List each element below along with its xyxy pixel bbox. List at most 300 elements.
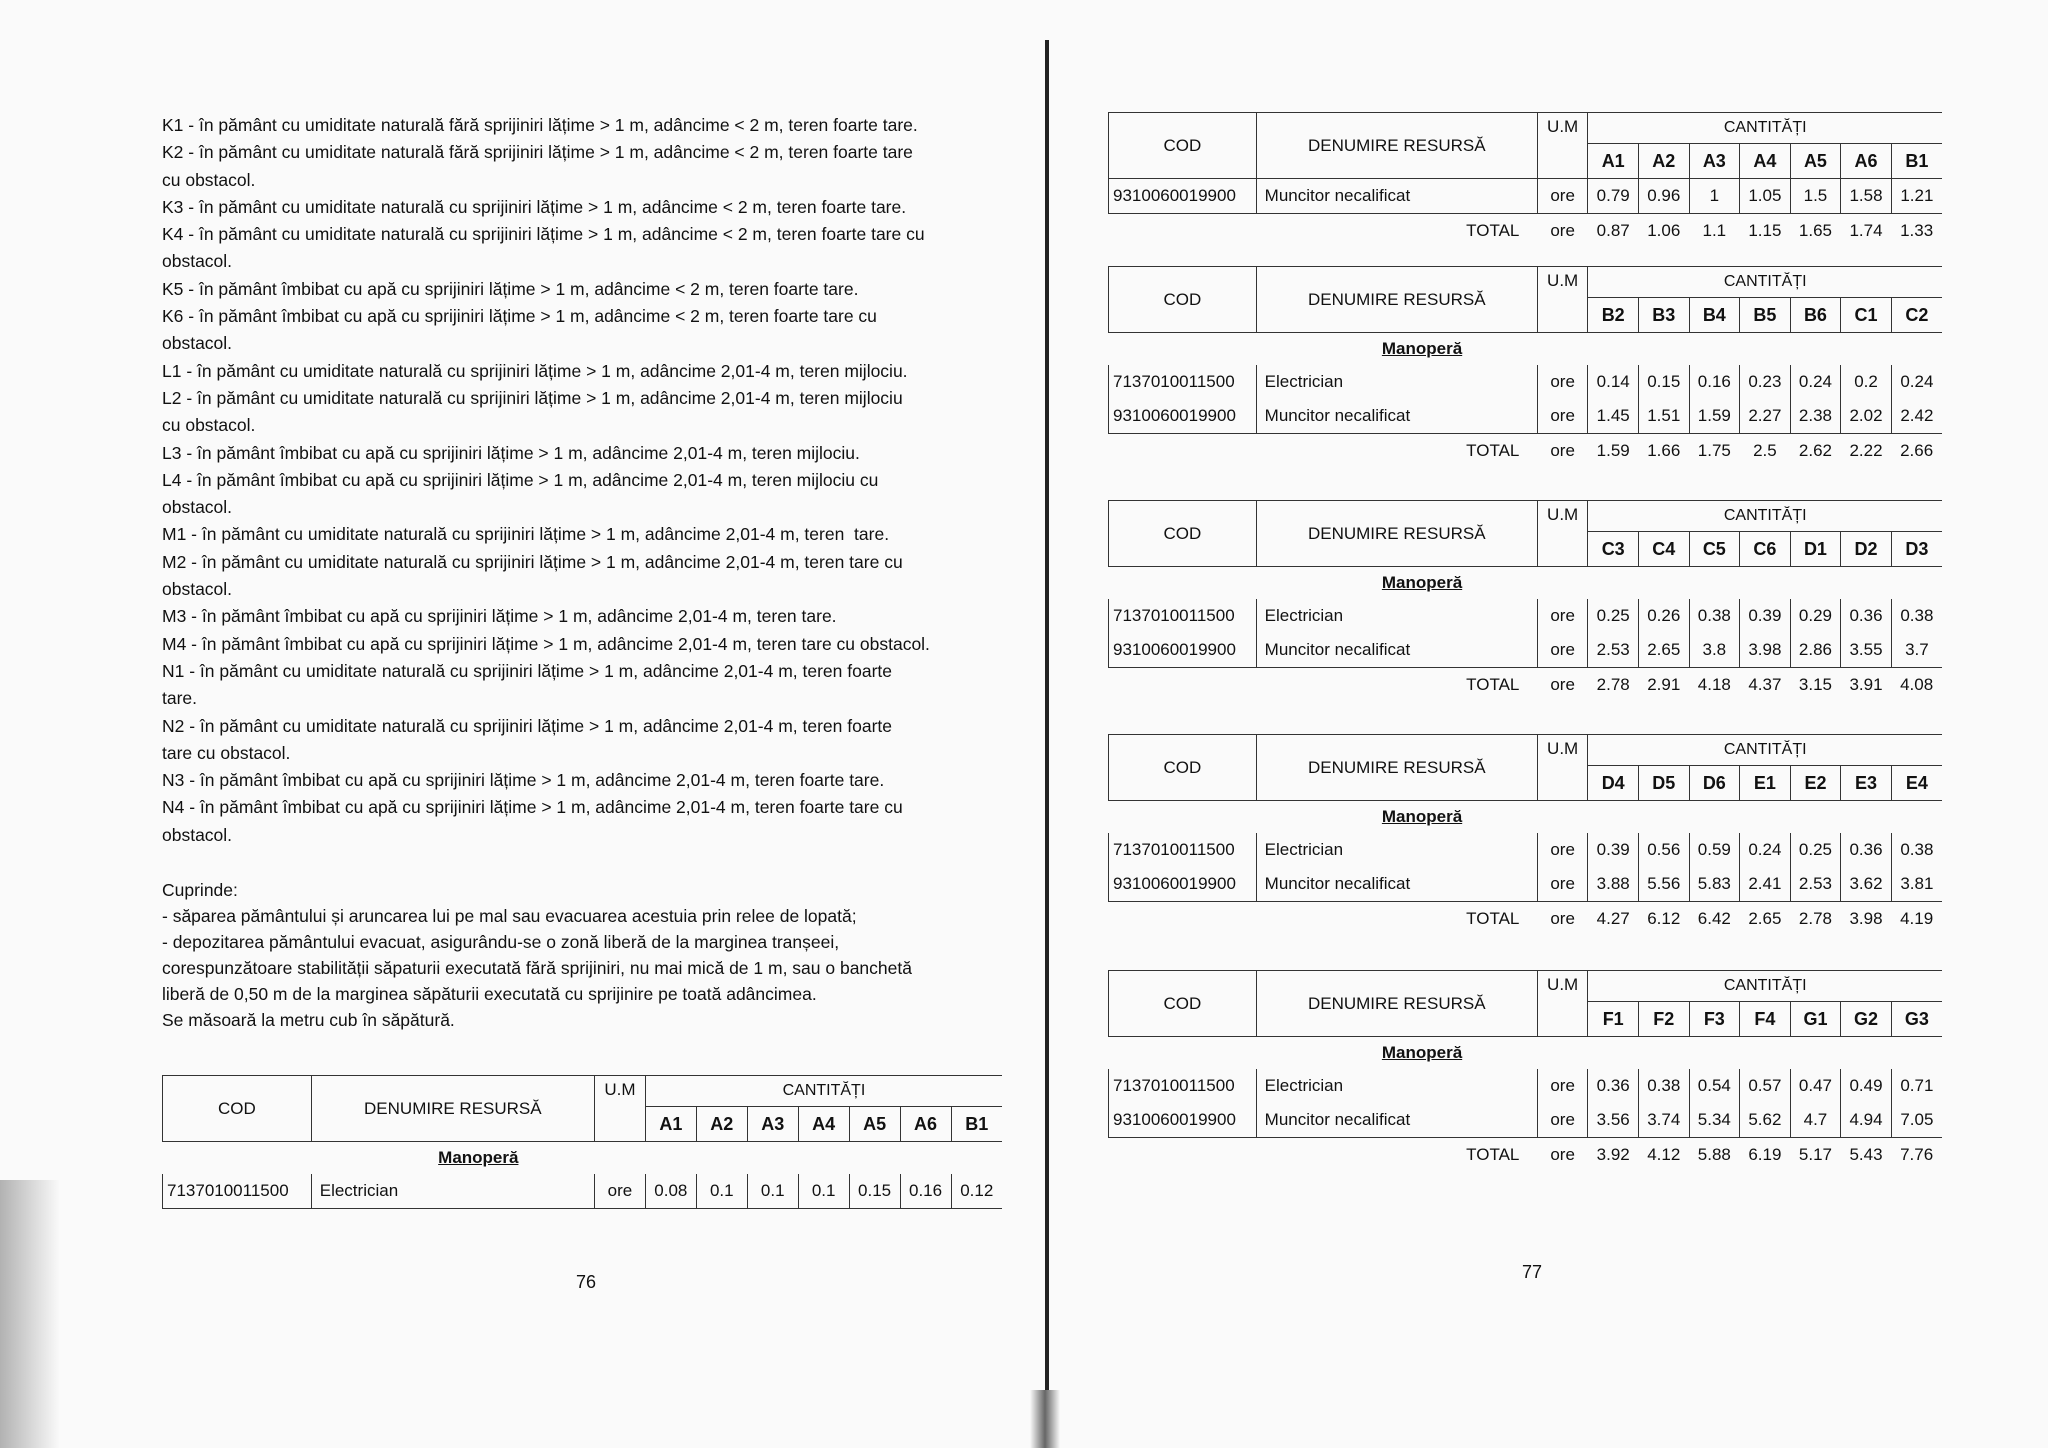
header-cantitati: CANTITĂȚI bbox=[1588, 971, 1942, 1002]
column-header: A5 bbox=[1790, 144, 1841, 179]
resource-name: Muncitor necalificat bbox=[1256, 633, 1537, 668]
quantity-value: 4.7 bbox=[1790, 1103, 1841, 1138]
quantity-value: 0.24 bbox=[1740, 833, 1791, 867]
column-header: A2 bbox=[696, 1107, 747, 1142]
resource-unit: ore bbox=[594, 1174, 645, 1209]
table-header-row bbox=[1109, 267, 1943, 298]
resource-name: Electrician bbox=[1256, 599, 1537, 633]
header-um: U.M bbox=[594, 1076, 645, 1142]
resource-name: Muncitor necalificat bbox=[1256, 179, 1537, 214]
quantity-value: 0.25 bbox=[1588, 599, 1639, 633]
include-line: - săparea pământului și aruncarea lui pe mal sau evacuarea acestuia prin relee de lopată; bbox=[162, 906, 857, 926]
resource-code: 9310060019900 bbox=[1109, 179, 1257, 214]
quantity-value: 0.54 bbox=[1689, 1069, 1740, 1103]
column-header: C4 bbox=[1638, 532, 1689, 567]
total-value: 3.15 bbox=[1798, 675, 1832, 694]
column-header: B1 bbox=[1891, 144, 1942, 179]
column-header: B3 bbox=[1638, 298, 1689, 333]
definition-line: N3 - în pământ îmbibat cu apă cu sprijiniri lățime > 1 m, adâncime 2,01-4 m, teren foarte tare. bbox=[162, 770, 885, 791]
quantity-value: 3.98 bbox=[1740, 633, 1791, 668]
resource-unit: ore bbox=[1537, 399, 1588, 434]
header-cantitati: CANTITĂȚI bbox=[1588, 113, 1942, 144]
column-header: A2 bbox=[1638, 144, 1689, 179]
column-header: A5 bbox=[849, 1107, 900, 1142]
quantity-value: 0.12 bbox=[951, 1174, 1002, 1209]
table-row bbox=[1109, 1069, 1943, 1103]
group-row bbox=[163, 1142, 1003, 1175]
group-spacer bbox=[1588, 567, 1942, 600]
include-line: - depozitarea pământului evacuat, asigurându-se o zonă liberă de la marginea tranșeei, bbox=[162, 932, 840, 952]
total-label: TOTAL bbox=[1466, 221, 1520, 240]
page-number-left: 76 bbox=[576, 1272, 597, 1292]
quantity-value: 5.56 bbox=[1638, 867, 1689, 902]
quantity-value: 0.47 bbox=[1790, 1069, 1841, 1103]
quantity-value: 3.88 bbox=[1588, 867, 1639, 902]
total-value: 4.18 bbox=[1697, 675, 1731, 694]
total-value: 7.76 bbox=[1900, 1145, 1934, 1164]
header-um: U.M bbox=[1537, 971, 1588, 1037]
group-spacer bbox=[1109, 801, 1257, 834]
total-value: 1.06 bbox=[1647, 221, 1681, 240]
total-spacer bbox=[1109, 668, 1257, 703]
column-header: D1 bbox=[1790, 532, 1841, 567]
column-header: G1 bbox=[1790, 1002, 1841, 1037]
header-cantitati: CANTITĂȚI bbox=[1588, 501, 1942, 532]
resource-table bbox=[1108, 266, 1942, 468]
total-unit: ore bbox=[1550, 441, 1575, 460]
resource-table bbox=[1108, 112, 1942, 248]
total-label: TOTAL bbox=[1466, 1145, 1520, 1164]
table-row bbox=[1109, 633, 1943, 668]
total-row bbox=[1109, 1138, 1943, 1173]
table-header-row bbox=[1109, 735, 1943, 766]
table-row bbox=[1109, 399, 1943, 434]
quantity-value: 0.38 bbox=[1891, 599, 1942, 633]
resource-unit: ore bbox=[1537, 1069, 1588, 1103]
quantity-value: 3.74 bbox=[1638, 1103, 1689, 1138]
quantity-value: 0.24 bbox=[1891, 365, 1942, 399]
table-header-row bbox=[1109, 113, 1943, 144]
column-header: C3 bbox=[1588, 532, 1639, 567]
quantity-value: 2.38 bbox=[1790, 399, 1841, 434]
group-row bbox=[1109, 567, 1943, 600]
header-denumire: DENUMIRE RESURSĂ bbox=[311, 1076, 594, 1142]
quantity-value: 0.16 bbox=[900, 1174, 951, 1209]
include-line: corespunzătoare stabilității săpaturii executată fără sprijiniri, nu mai mică de 1 m, sau o banchetă bbox=[162, 958, 912, 978]
resource-table bbox=[1108, 970, 1942, 1172]
total-value: 3.92 bbox=[1596, 1145, 1630, 1164]
quantity-value: 2.41 bbox=[1740, 867, 1791, 902]
resource-unit: ore bbox=[1537, 833, 1588, 867]
quantity-value: 5.34 bbox=[1689, 1103, 1740, 1138]
quantity-value: 0.36 bbox=[1841, 833, 1892, 867]
includes-section bbox=[162, 877, 1002, 1033]
quantity-value: 2.53 bbox=[1588, 633, 1639, 668]
group-spacer bbox=[163, 1142, 312, 1175]
group-spacer bbox=[1588, 333, 1942, 366]
table-row bbox=[1109, 365, 1943, 399]
total-spacer bbox=[1109, 434, 1257, 469]
resource-unit: ore bbox=[1537, 867, 1588, 902]
quantity-value: 3.8 bbox=[1689, 633, 1740, 668]
quantity-value: 1.5 bbox=[1790, 179, 1841, 214]
quantity-value: 0.56 bbox=[1638, 833, 1689, 867]
total-unit: ore bbox=[1550, 1145, 1575, 1164]
quantity-value: 0.24 bbox=[1790, 365, 1841, 399]
total-value: 2.78 bbox=[1596, 675, 1630, 694]
include-line: Se măsoară la metru cub în săpătură. bbox=[162, 1010, 455, 1030]
includes-title: Cuprinde: bbox=[162, 880, 238, 900]
total-value: 2.66 bbox=[1900, 441, 1934, 460]
definition-line: obstacol. bbox=[162, 251, 233, 272]
definition-line: obstacol. bbox=[162, 497, 233, 518]
header-cod: COD bbox=[163, 1076, 312, 1142]
column-header: G2 bbox=[1841, 1002, 1892, 1037]
definition-line: N2 - în pământ cu umiditate naturală cu sprijiniri lățime > 1 m, adâncime 2,01-4 m, teren foarte bbox=[162, 715, 892, 736]
total-value: 5.17 bbox=[1798, 1145, 1832, 1164]
definition-line: L1 - în pământ cu umiditate naturală cu sprijiniri lățime > 1 m, adâncime 2,01-4 m, teren mijlociu. bbox=[162, 360, 908, 381]
column-header: C5 bbox=[1689, 532, 1740, 567]
table-header-row bbox=[163, 1076, 1003, 1107]
header-um: U.M bbox=[1537, 267, 1588, 333]
header-cod: COD bbox=[1109, 971, 1257, 1037]
quantity-value: 2.86 bbox=[1790, 633, 1841, 668]
quantity-value: 3.55 bbox=[1841, 633, 1892, 668]
group-spacer bbox=[1588, 1037, 1942, 1070]
definition-line: obstacol. bbox=[162, 824, 233, 845]
quantity-value: 1.51 bbox=[1638, 399, 1689, 434]
total-value: 4.19 bbox=[1900, 909, 1934, 928]
resource-unit: ore bbox=[1537, 1103, 1588, 1138]
column-header: C1 bbox=[1841, 298, 1892, 333]
column-header: E3 bbox=[1841, 766, 1892, 801]
quantity-value: 0.59 bbox=[1689, 833, 1740, 867]
total-value: 2.91 bbox=[1647, 675, 1681, 694]
resource-unit: ore bbox=[1537, 179, 1588, 214]
definition-line: M4 - în pământ îmbibat cu apă cu sprijiniri lățime > 1 m, adâncime 2,01-4 m, teren tare cu obstacol. bbox=[162, 633, 930, 654]
total-value: 2.78 bbox=[1798, 909, 1832, 928]
quantity-value: 3.7 bbox=[1891, 633, 1942, 668]
definition-line: obstacol. bbox=[162, 333, 233, 354]
column-header: A4 bbox=[1740, 144, 1791, 179]
column-header: E2 bbox=[1790, 766, 1841, 801]
total-value: 2.62 bbox=[1798, 441, 1832, 460]
resource-table bbox=[1108, 734, 1942, 936]
resource-code: 7137010011500 bbox=[1109, 833, 1257, 867]
header-um: U.M bbox=[1537, 113, 1588, 179]
quantity-value: 0.57 bbox=[1740, 1069, 1791, 1103]
header-cod: COD bbox=[1109, 267, 1257, 333]
table-row bbox=[1109, 599, 1943, 633]
total-spacer bbox=[1109, 1138, 1257, 1173]
quantity-value: 0.36 bbox=[1588, 1069, 1639, 1103]
header-cod: COD bbox=[1109, 735, 1257, 801]
resource-name: Electrician bbox=[1256, 1069, 1537, 1103]
column-header: F4 bbox=[1740, 1002, 1791, 1037]
quantity-value: 0.1 bbox=[798, 1174, 849, 1209]
definition-line: K6 - în pământ îmbibat cu apă cu sprijiniri lățime > 1 m, adâncime < 2 m, teren foarte tare cu bbox=[162, 306, 877, 327]
resource-name: Electrician bbox=[1256, 833, 1537, 867]
total-value: 2.5 bbox=[1753, 441, 1777, 460]
quantity-value: 1.45 bbox=[1588, 399, 1639, 434]
header-cantitati: CANTITĂȚI bbox=[1588, 267, 1942, 298]
quantity-value: 0.39 bbox=[1740, 599, 1791, 633]
page-edge-shadow bbox=[0, 1180, 60, 1448]
resource-unit: ore bbox=[1537, 365, 1588, 399]
quantity-value: 7.05 bbox=[1891, 1103, 1942, 1138]
column-header: A4 bbox=[798, 1107, 849, 1142]
total-value: 3.98 bbox=[1849, 909, 1883, 928]
definition-line: M3 - în pământ îmbibat cu apă cu sprijiniri lățime > 1 m, adâncime 2,01-4 m, teren tare. bbox=[162, 606, 837, 627]
total-value: 1.74 bbox=[1849, 221, 1883, 240]
quantity-value: 0.71 bbox=[1891, 1069, 1942, 1103]
total-value: 6.12 bbox=[1647, 909, 1681, 928]
total-value: 0.87 bbox=[1596, 221, 1630, 240]
quantity-value: 2.42 bbox=[1891, 399, 1942, 434]
total-value: 1.59 bbox=[1596, 441, 1630, 460]
group-spacer bbox=[1109, 333, 1257, 366]
quantity-value: 0.36 bbox=[1841, 599, 1892, 633]
quantity-value: 1.58 bbox=[1841, 179, 1892, 214]
column-header: D5 bbox=[1638, 766, 1689, 801]
header-cantitati: CANTITĂȚI bbox=[1588, 735, 1942, 766]
column-header: A1 bbox=[1588, 144, 1639, 179]
table-row bbox=[1109, 179, 1943, 214]
definition-line: cu obstacol. bbox=[162, 169, 256, 190]
total-value: 4.08 bbox=[1900, 675, 1934, 694]
group-row bbox=[1109, 1037, 1943, 1070]
total-value: 2.22 bbox=[1849, 441, 1883, 460]
header-denumire: DENUMIRE RESURSĂ bbox=[1256, 971, 1537, 1037]
column-header: G3 bbox=[1891, 1002, 1942, 1037]
quantity-value: 0.79 bbox=[1588, 179, 1639, 214]
group-label: Manoperă bbox=[1381, 573, 1463, 592]
resource-name: Electrician bbox=[311, 1174, 594, 1209]
group-row bbox=[1109, 801, 1943, 834]
resource-code: 7137010011500 bbox=[1109, 1069, 1257, 1103]
column-header: F1 bbox=[1588, 1002, 1639, 1037]
column-header: D2 bbox=[1841, 532, 1892, 567]
column-header: C6 bbox=[1740, 532, 1791, 567]
resource-unit: ore bbox=[1537, 599, 1588, 633]
quantity-value: 0.26 bbox=[1638, 599, 1689, 633]
definition-line: cu obstacol. bbox=[162, 415, 256, 436]
quantity-value: 0.1 bbox=[696, 1174, 747, 1209]
table-row bbox=[1109, 833, 1943, 867]
resource-table-left bbox=[162, 1075, 1002, 1209]
resource-unit: ore bbox=[1537, 633, 1588, 668]
resource-table bbox=[1108, 500, 1942, 702]
group-spacer bbox=[1109, 1037, 1257, 1070]
total-value: 5.43 bbox=[1849, 1145, 1883, 1164]
quantity-value: 0.29 bbox=[1790, 599, 1841, 633]
table-header-row bbox=[1109, 501, 1943, 532]
resource-code: 9310060019900 bbox=[1109, 633, 1257, 668]
quantity-value: 1.21 bbox=[1891, 179, 1942, 214]
definition-line: K3 - în pământ cu umiditate naturală cu sprijiniri lățime > 1 m, adâncime < 2 m, teren foarte tare. bbox=[162, 196, 907, 217]
column-header: E4 bbox=[1891, 766, 1942, 801]
column-header: B4 bbox=[1689, 298, 1740, 333]
total-value: 1.65 bbox=[1798, 221, 1832, 240]
column-header: D4 bbox=[1588, 766, 1639, 801]
total-label: TOTAL bbox=[1466, 909, 1520, 928]
resource-name: Electrician bbox=[1256, 365, 1537, 399]
quantity-value: 0.2 bbox=[1841, 365, 1892, 399]
includes-lines bbox=[162, 903, 1002, 1033]
definition-line: K2 - în pământ cu umiditate naturală fără sprijiniri lățime > 1 m, adâncime < 2 m, teren foarte tare bbox=[162, 142, 913, 163]
quantity-value: 0.25 bbox=[1790, 833, 1841, 867]
resource-name: Muncitor necalificat bbox=[1256, 867, 1537, 902]
definition-line: M1 - în pământ cu umiditate naturală cu sprijiniri lățime > 1 m, adâncime 2,01-4 m, teren tare. bbox=[162, 524, 890, 545]
resource-code: 9310060019900 bbox=[1109, 1103, 1257, 1138]
header-um: U.M bbox=[1537, 735, 1588, 801]
column-header: D3 bbox=[1891, 532, 1942, 567]
definition-line: N4 - în pământ îmbibat cu apă cu sprijiniri lățime > 1 m, adâncime 2,01-4 m, teren foarte tare cu bbox=[162, 797, 903, 818]
total-value: 5.88 bbox=[1697, 1145, 1731, 1164]
column-header: A6 bbox=[900, 1107, 951, 1142]
total-value: 1.66 bbox=[1647, 441, 1681, 460]
definition-line: N1 - în pământ cu umiditate naturală cu sprijiniri lățime > 1 m, adâncime 2,01-4 m, teren foarte bbox=[162, 660, 892, 681]
header-denumire: DENUMIRE RESURSĂ bbox=[1256, 501, 1537, 567]
header-cantitati: CANTITĂȚI bbox=[645, 1076, 1002, 1107]
quantity-value: 0.1 bbox=[747, 1174, 798, 1209]
definition-line: obstacol. bbox=[162, 579, 233, 600]
definition-line: tare. bbox=[162, 688, 198, 709]
total-label: TOTAL bbox=[1466, 441, 1520, 460]
total-label: TOTAL bbox=[1466, 675, 1520, 694]
total-row bbox=[1109, 214, 1943, 249]
group-label: Manoperă bbox=[1381, 807, 1463, 826]
resource-code: 9310060019900 bbox=[1109, 867, 1257, 902]
definitions-list bbox=[162, 112, 1002, 849]
column-header: F2 bbox=[1638, 1002, 1689, 1037]
group-label: Manoperă bbox=[1381, 1043, 1463, 1062]
quantity-value: 5.62 bbox=[1740, 1103, 1791, 1138]
header-cod: COD bbox=[1109, 113, 1257, 179]
quantity-value: 0.38 bbox=[1689, 599, 1740, 633]
quantity-value: 0.38 bbox=[1891, 833, 1942, 867]
include-line: liberă de 0,50 m de la marginea săpăturii executată cu sprijinire pe toată adâncimea. bbox=[162, 984, 817, 1004]
header-denumire: DENUMIRE RESURSĂ bbox=[1256, 113, 1537, 179]
header-cod: COD bbox=[1109, 501, 1257, 567]
quantity-value: 0.23 bbox=[1740, 365, 1791, 399]
column-header: F3 bbox=[1689, 1002, 1740, 1037]
resource-code: 7137010011500 bbox=[1109, 365, 1257, 399]
quantity-value: 3.56 bbox=[1588, 1103, 1639, 1138]
right-page bbox=[1048, 0, 2048, 1448]
definition-line: K1 - în pământ cu umiditate naturală fără sprijiniri lățime > 1 m, adâncime < 2 m, teren foarte tare. bbox=[162, 115, 918, 135]
column-header: C2 bbox=[1891, 298, 1942, 333]
column-header: A1 bbox=[645, 1107, 696, 1142]
group-spacer bbox=[1109, 567, 1257, 600]
table-row bbox=[163, 1174, 1003, 1209]
total-value: 1.75 bbox=[1697, 441, 1731, 460]
quantity-value: 3.62 bbox=[1841, 867, 1892, 902]
quantity-value: 4.94 bbox=[1841, 1103, 1892, 1138]
total-row bbox=[1109, 434, 1943, 469]
total-spacer bbox=[1109, 214, 1257, 249]
definition-line: K5 - în pământ îmbibat cu apă cu sprijiniri lățime > 1 m, adâncime < 2 m, teren foarte tare. bbox=[162, 278, 859, 299]
definition-line: L3 - în pământ îmbibat cu apă cu sprijiniri lățime > 1 m, adâncime 2,01-4 m, teren mijlociu. bbox=[162, 442, 860, 463]
header-denumire: DENUMIRE RESURSĂ bbox=[1256, 267, 1537, 333]
column-header: D6 bbox=[1689, 766, 1740, 801]
quantity-value: 0.49 bbox=[1841, 1069, 1892, 1103]
column-header: B5 bbox=[1740, 298, 1791, 333]
resource-name: Muncitor necalificat bbox=[1256, 1103, 1537, 1138]
quantity-value: 2.02 bbox=[1841, 399, 1892, 434]
total-unit: ore bbox=[1550, 675, 1575, 694]
quantity-value: 0.39 bbox=[1588, 833, 1639, 867]
quantity-value: 0.14 bbox=[1588, 365, 1639, 399]
resource-code: 7137010011500 bbox=[163, 1174, 312, 1209]
header-um: U.M bbox=[1537, 501, 1588, 567]
group-spacer bbox=[645, 1142, 1002, 1175]
column-header: A6 bbox=[1841, 144, 1892, 179]
table-header-row bbox=[1109, 971, 1943, 1002]
column-header: B1 bbox=[951, 1107, 1002, 1142]
column-header: B6 bbox=[1790, 298, 1841, 333]
quantity-value: 0.08 bbox=[645, 1174, 696, 1209]
total-value: 4.12 bbox=[1647, 1145, 1681, 1164]
column-header: A3 bbox=[1689, 144, 1740, 179]
total-value: 1.33 bbox=[1900, 221, 1934, 240]
group-label: Manoperă bbox=[438, 1148, 519, 1167]
total-value: 4.37 bbox=[1748, 675, 1782, 694]
quantity-value: 1.59 bbox=[1689, 399, 1740, 434]
quantity-value: 5.83 bbox=[1689, 867, 1740, 902]
definition-line: M2 - în pământ cu umiditate naturală cu sprijiniri lățime > 1 m, adâncime 2,01-4 m, teren tare cu bbox=[162, 551, 903, 572]
definition-line: K4 - în pământ cu umiditate naturală cu sprijiniri lățime > 1 m, adâncime < 2 m, teren foarte tare cu bbox=[162, 224, 925, 245]
total-row bbox=[1109, 668, 1943, 703]
table-row bbox=[1109, 1103, 1943, 1138]
column-header: B2 bbox=[1588, 298, 1639, 333]
total-value: 4.27 bbox=[1596, 909, 1630, 928]
definition-line: L2 - în pământ cu umiditate naturală cu sprijiniri lățime > 1 m, adâncime 2,01-4 m, teren mijlociu bbox=[162, 387, 903, 408]
total-value: 3.91 bbox=[1849, 675, 1883, 694]
quantity-value: 0.38 bbox=[1638, 1069, 1689, 1103]
resource-code: 9310060019900 bbox=[1109, 399, 1257, 434]
quantity-value: 0.16 bbox=[1689, 365, 1740, 399]
quantity-value: 0.15 bbox=[1638, 365, 1689, 399]
group-spacer bbox=[1588, 801, 1942, 834]
total-value: 1.15 bbox=[1748, 221, 1782, 240]
table-row bbox=[1109, 867, 1943, 902]
total-value: 2.65 bbox=[1748, 909, 1782, 928]
total-row bbox=[1109, 902, 1943, 937]
quantity-value: 3.81 bbox=[1891, 867, 1942, 902]
group-row bbox=[1109, 333, 1943, 366]
page-number-right: 77 bbox=[1522, 1262, 1543, 1282]
column-header: A3 bbox=[747, 1107, 798, 1142]
quantity-value: 1.05 bbox=[1740, 179, 1791, 214]
total-value: 6.19 bbox=[1748, 1145, 1782, 1164]
quantity-value: 1 bbox=[1689, 179, 1740, 214]
definition-line: L4 - în pământ îmbibat cu apă cu sprijiniri lățime > 1 m, adâncime 2,01-4 m, teren mijlociu cu bbox=[162, 469, 879, 490]
quantity-value: 0.96 bbox=[1638, 179, 1689, 214]
resource-code: 7137010011500 bbox=[1109, 599, 1257, 633]
quantity-value: 2.53 bbox=[1790, 867, 1841, 902]
quantity-value: 2.65 bbox=[1638, 633, 1689, 668]
total-value: 6.42 bbox=[1697, 909, 1731, 928]
header-denumire: DENUMIRE RESURSĂ bbox=[1256, 735, 1537, 801]
total-spacer bbox=[1109, 902, 1257, 937]
total-unit: ore bbox=[1550, 909, 1575, 928]
resource-name: Muncitor necalificat bbox=[1256, 399, 1537, 434]
quantity-value: 2.27 bbox=[1740, 399, 1791, 434]
definition-line: tare cu obstacol. bbox=[162, 742, 291, 763]
total-value: 1.1 bbox=[1702, 221, 1727, 240]
column-header: E1 bbox=[1740, 766, 1791, 801]
